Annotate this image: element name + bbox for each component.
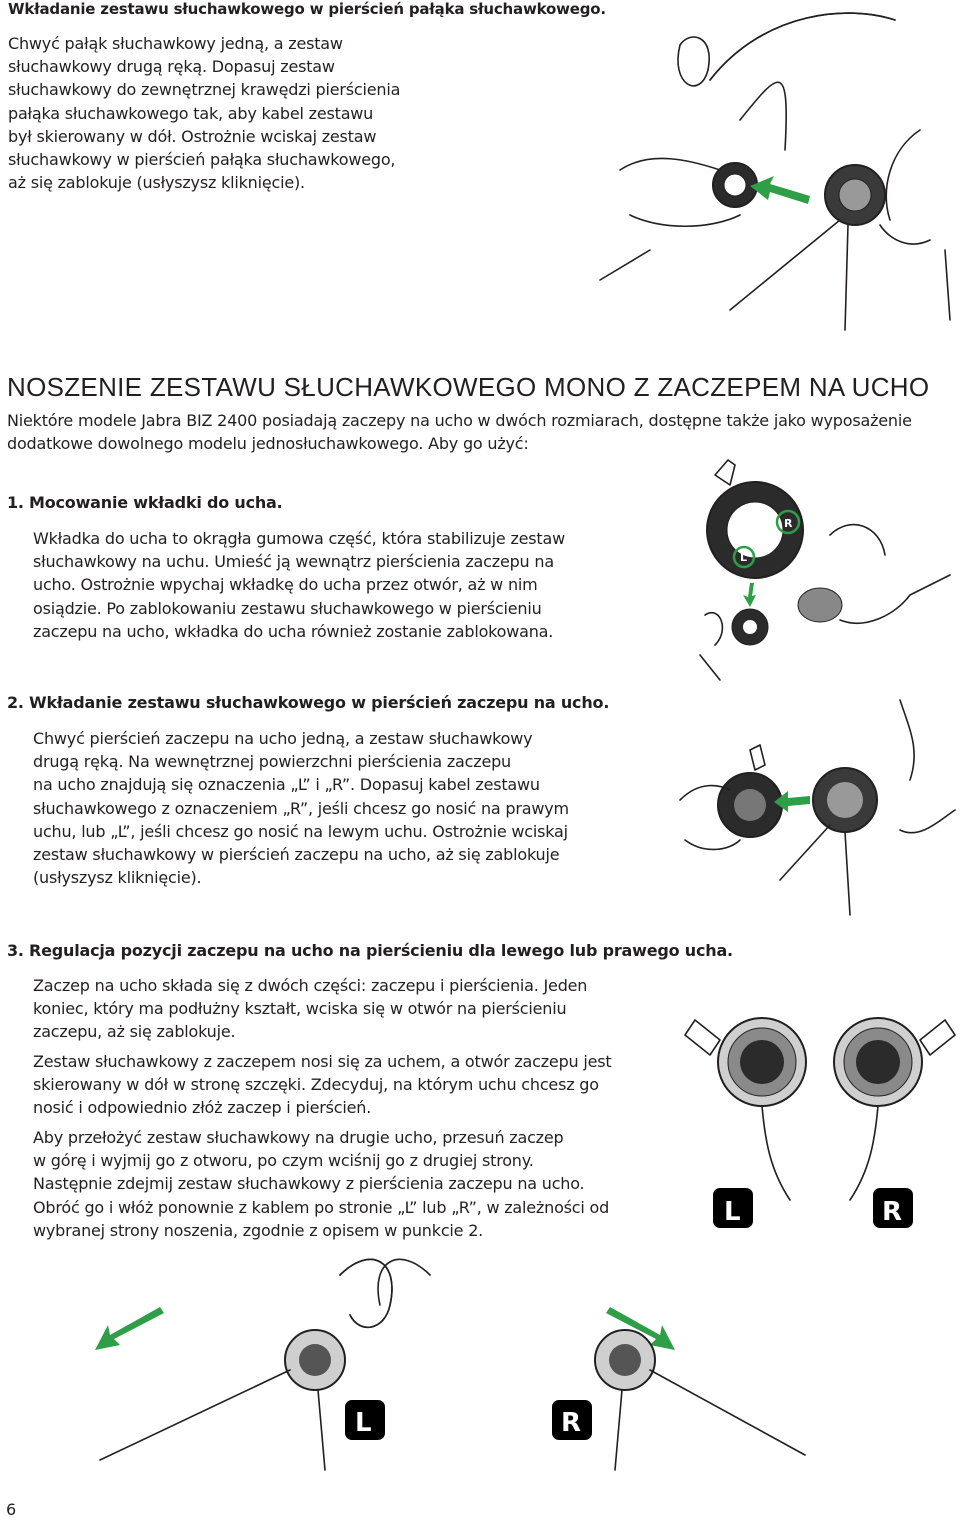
text-line: ucho. Ostrożnie wpychaj wkładkę do ucha przez otwór, aż w nim [33,575,538,595]
text-line: osiądzie. Po zablokowaniu zestawu słuchawkowego w pierścieniu [33,598,542,618]
text-line: w górę i wyjmij go z otworu, po czym wciśnij go z drugiej strony. [33,1151,534,1171]
intro-paragraph [8,32,400,194]
step-heading: Mocowanie wkładki do ucha. [29,493,283,512]
earhook-wear-illustration [90,1255,810,1470]
arrow-icon [95,1307,164,1350]
step-3-title [7,941,733,960]
text-line: słuchawkowy drugą ręką. Dopasuj zestaw [8,57,335,77]
text-line: Niektóre modele Jabra BIZ 2400 posiadają zaczepy na ucho w dwóch rozmiarach, dostępne także jako wyposażenie [7,411,912,430]
page-number: 6 [6,1500,17,1519]
text-line: wybranej strony noszenia, zgodnie z opisem w punkcie 2. [33,1220,484,1240]
text-line: słuchawkowego z oznaczeniem „R”, jeśli chcesz go nosić na prawym [33,798,569,818]
left-label: L [355,1408,372,1438]
left-right-ring-illustration [680,1010,960,1240]
text-line: Aby przełożyć zestaw słuchawkowy na drugie ucho, przesuń zaczep [33,1128,564,1147]
text-line: był skierowany w dół. Ostrożnie wciskaj zestaw [8,126,377,146]
step-3-paragraph-2 [33,1050,611,1120]
arrow-icon [743,583,756,607]
text-line: na ucho znajdują się oznaczenia „L” i „R”. Dopasuj kabel zestawu [33,775,540,795]
text-line: dodatkowe dowolnego modelu jednosłuchawkowego. Aby go użyć: [7,434,529,454]
text-line: słuchawkowy w pierścień pałąka słuchawkowego, [8,150,396,170]
headband-insertion-illustration [590,0,960,335]
right-label: R [882,1197,903,1227]
step-2-text [33,727,569,889]
arrow-icon [750,176,810,204]
text-line: Wkładka do ucha to okrągła gumowa część, która stabilizuje zestaw [33,529,566,548]
step-heading: Wkładanie zestawu słuchawkowego w pierścień zaczepu na ucho. [29,693,610,712]
text-line: pałąka słuchawkowego tak, aby kabel zestawu [8,103,374,123]
text-line: zaczepu, aż się zablokuje. [33,1022,236,1042]
step-number: 3. [7,941,24,960]
text-line: Chwyć pałąk słuchawkowy jedną, a zestaw [8,34,343,53]
text-line: Zaczep na ucho składa się z dwóch części: zaczepu i pierścienia. Jeden [33,976,588,995]
earhook-insertion-illustration [670,690,960,920]
step-1-text [33,527,565,643]
step-heading: Regulacja pozycji zaczepu na ucho na pierścieniu dla lewego lub prawego ucha. [29,941,733,960]
marker-r: R [784,517,793,530]
step-3-paragraph-3 [33,1126,609,1242]
text-line: zaczepu na ucho, wkładka do ucha również zostanie zablokowana. [33,621,554,641]
step-1-title [7,493,283,512]
step-number: 2. [7,693,24,712]
text-line: Zestaw słuchawkowy z zaczepem nosi się za uchem, a otwór zaczepu jest [33,1052,612,1071]
text-line: słuchawkowy do zewnętrznej krawędzi pierścienia [8,80,401,100]
text-line: zestaw słuchawkowy w pierścień zaczepu na ucho, aż się zablokuje [33,845,560,865]
text-line: (usłyszysz kliknięcie). [33,868,202,888]
section-title: NOSZENIE ZESTAWU SŁUCHAWKOWEGO MONO Z ZACZEPEM NA UCHO [7,372,930,402]
step-2-title [7,693,609,712]
text-line: aż się zablokuje (usłyszysz kliknięcie). [8,173,305,193]
text-line: Chwyć pierścień zaczepu na ucho jedną, a zestaw słuchawkowy [33,729,533,748]
text-line: słuchawkowy na uchu. Umieść ją wewnątrz pierścienia zaczepu na [33,552,554,572]
right-label: R [561,1408,582,1438]
left-label: L [724,1197,741,1227]
marker-l: L [740,551,748,564]
text-line: Obróć go i włóż ponownie z kablem po stronie „L” lub „R”, w zależności od [33,1197,610,1217]
intro-heading: Wkładanie zestawu słuchawkowego w pierścień pałąka słuchawkowego. [8,0,606,18]
text-line: drugą ręką. Na wewnętrznej powierzchni pierścienia zaczepu [33,752,511,772]
step-3-paragraph-1 [33,974,587,1044]
text-line: nosić i odpowiednio złóż zaczep i pierścień. [33,1098,372,1118]
eartip-ring-illustration [680,455,960,680]
step-number: 1. [7,493,24,512]
text-line: skierowany w dół w stronę szczęki. Zdecyduj, na którym uchu chcesz go [33,1075,599,1095]
text-line: Następnie zdejmij zestaw słuchawkowy z pierścienia zaczepu na ucho. [33,1174,585,1194]
text-line: koniec, który ma podłużny kształt, wciska się w otwór na pierścieniu [33,999,567,1019]
section-intro [7,409,912,455]
text-line: uchu, lub „L”, jeśli chcesz go nosić na lewym uchu. Ostrożnie wciskaj [33,821,568,841]
